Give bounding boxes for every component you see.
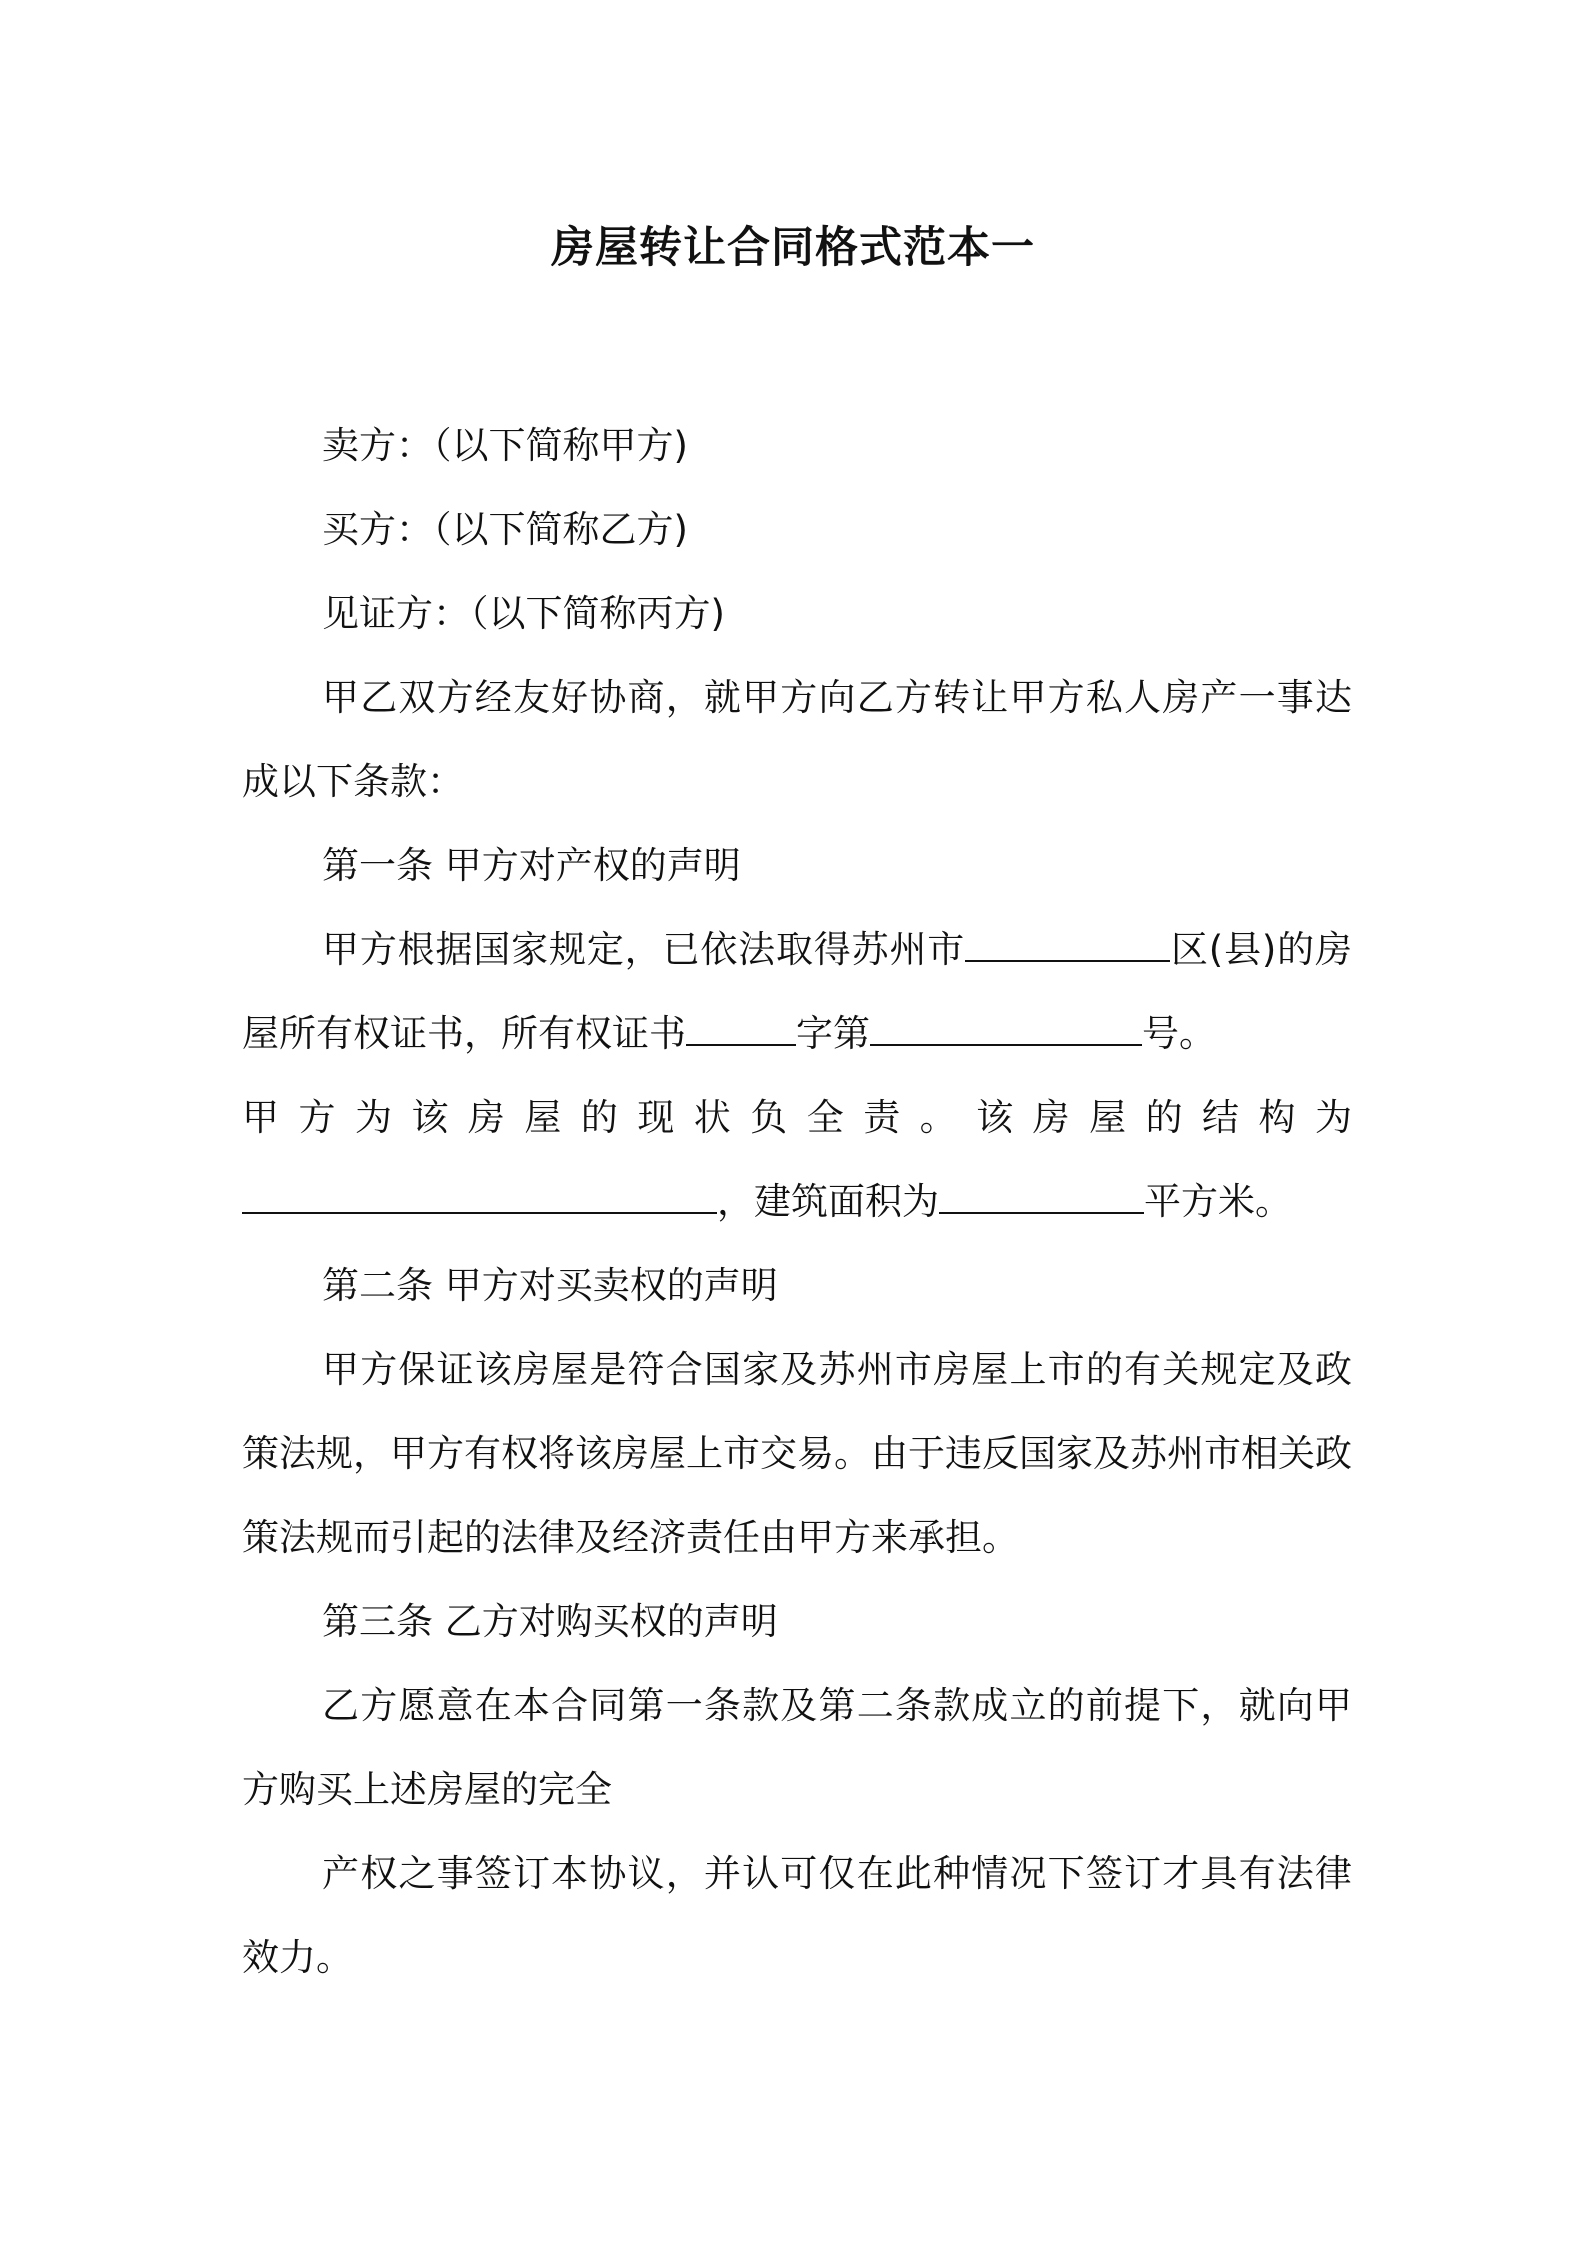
article-3-body-2: 产权之事签订本协议，并认可仅在此种情况下签订才具有法律效力。 <box>242 1852 1352 1979</box>
article-2-body: 甲方保证该房屋是符合国家及苏州市房屋上市的有关规定及政策法规，甲方有权将该房屋上市交易。由于违反国家及苏州市相关政策法规而引起的法律及经济责任由甲方来承担。 <box>242 1348 1352 1559</box>
article-1-heading: 第一条 甲方对产权的声明 <box>322 844 741 887</box>
intro-paragraph: 甲乙双方经友好协商，就甲方向乙方转让甲方私人房产一事达成以下条款： <box>242 676 1352 803</box>
article-1-text-g: 平方米。 <box>1144 1180 1292 1223</box>
article-1-text-c: 字第 <box>796 1012 870 1055</box>
party-buyer: 买方：（以下简称乙方) <box>322 508 688 551</box>
article-1-text-a: 甲方根据国家规定，已依法取得苏州市 <box>322 928 966 971</box>
article-1-text-b: 区(县)的房屋所有权证书，所有权证书 <box>242 928 1352 1055</box>
article-1-text-f: ，建筑面积为 <box>717 1180 939 1223</box>
article-3-heading: 第三条 乙方对购买权的声明 <box>322 1600 778 1643</box>
certificate-number-blank <box>870 1014 1142 1046</box>
certificate-word-blank <box>686 1014 796 1046</box>
document-body <box>242 404 1352 2000</box>
party-witness: 见证方：（以下简称丙方) <box>322 592 725 635</box>
document-title: 房屋转让合同格式范本一 <box>551 223 1035 273</box>
structure-blank <box>242 1182 717 1214</box>
party-seller: 卖方：（以下简称甲方) <box>322 424 688 467</box>
district-blank <box>965 930 1170 962</box>
article-3-body-1: 乙方愿意在本合同第一条款及第二条款成立的前提下，就向甲方购买上述房屋的完全 <box>242 1684 1352 1811</box>
article-2-heading: 第二条 甲方对买卖权的声明 <box>322 1264 778 1307</box>
article-1-body <box>242 908 1352 1244</box>
area-blank <box>939 1182 1144 1214</box>
article-1-text-e: 甲方为该房屋的现状负全责。该房屋的结构为 <box>242 1096 1352 1139</box>
article-1-text-d: 号。 <box>1142 1012 1216 1055</box>
